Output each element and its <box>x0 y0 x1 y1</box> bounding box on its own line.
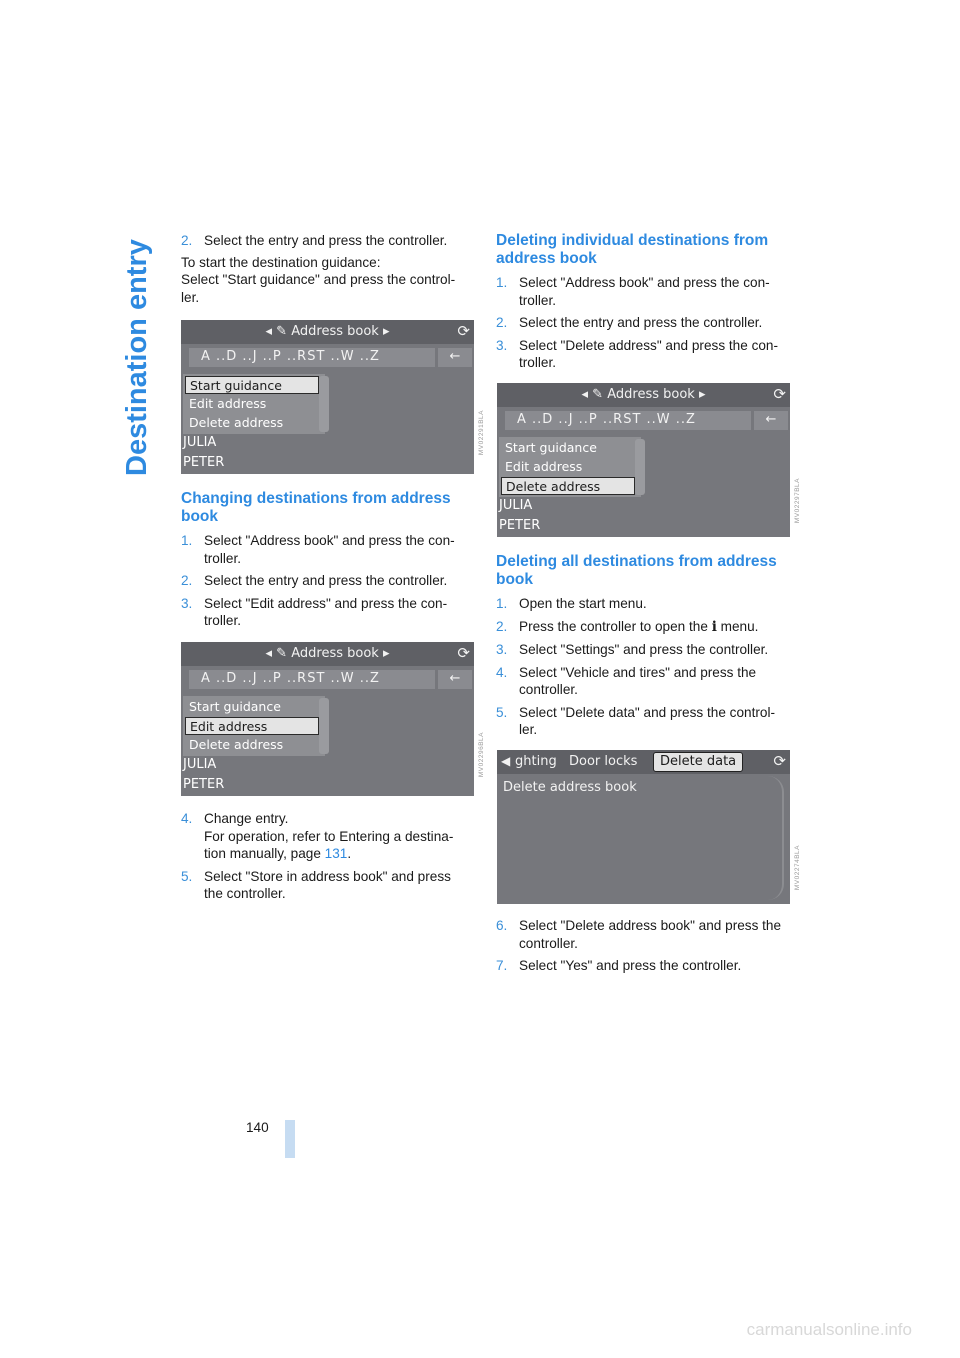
step-item <box>181 572 477 590</box>
step-text: Select "Address book" and press the con- <box>204 533 455 548</box>
menu-item-edit-address[interactable]: Edit address <box>185 717 319 735</box>
scrollbar[interactable] <box>319 376 329 432</box>
step-item <box>496 595 792 613</box>
controller-icon: ⟳ <box>773 385 786 403</box>
step-item <box>181 232 477 250</box>
step-text: Select the entry and press the controller. <box>204 233 448 248</box>
screen-title-text: Address book <box>607 387 695 402</box>
alphabet-bar[interactable] <box>505 411 751 430</box>
step-item <box>496 664 792 699</box>
step-text: troller. <box>204 550 242 566</box>
back-arrow-icon: ← <box>449 671 461 686</box>
section-title <box>96 232 156 476</box>
list-item[interactable]: JULIA <box>183 757 217 772</box>
address-book-icon: ✎ <box>276 646 288 661</box>
menu-item-edit-address[interactable]: Edit address <box>189 396 267 411</box>
step-item <box>496 704 792 739</box>
alphabet-bar[interactable] <box>189 670 435 689</box>
controller-icon: ⟳ <box>457 644 470 662</box>
step-number: 1. <box>181 533 193 548</box>
arrow-right-icon: ▸ <box>382 324 390 339</box>
back-arrow-icon: ← <box>765 412 777 427</box>
list-item[interactable]: PETER <box>499 518 541 533</box>
screen-topbar <box>181 320 474 344</box>
menu-item-start-guidance[interactable]: Start guidance <box>501 439 635 457</box>
menu-item-delete-address[interactable]: Delete address <box>189 415 284 430</box>
step-item <box>181 810 477 863</box>
scrollbar[interactable] <box>319 698 329 754</box>
step-text: Select the entry and press the controller. <box>204 573 448 588</box>
alphabet-text: A ..D ..J ..P ..RST ..W ..Z <box>201 671 380 686</box>
step-text: Select "Store in address book" and press <box>204 868 451 884</box>
paragraph: ler. <box>181 289 200 305</box>
step-number: 5. <box>496 704 508 720</box>
menu-item-delete-address[interactable]: Delete address <box>189 737 284 752</box>
image-code: MV02296BLA <box>478 732 485 778</box>
step-number: 5. <box>181 868 193 884</box>
step-text <box>204 845 477 863</box>
scroll-arc <box>768 776 784 900</box>
right-column <box>496 232 792 372</box>
step-item <box>496 641 792 659</box>
section-title-text: Destination entry <box>121 239 153 476</box>
step-text: the controller. <box>204 886 286 901</box>
controller-icon: ⟳ <box>457 322 470 340</box>
section-heading: book <box>181 508 219 525</box>
page-number: 140 <box>246 1120 269 1135</box>
step-item <box>181 595 477 630</box>
page-link[interactable]: 131 <box>324 846 348 861</box>
step-text <box>519 618 792 637</box>
step-number: 3. <box>496 337 508 353</box>
section-heading: book <box>496 571 534 588</box>
info-icon: i <box>711 618 717 635</box>
alphabet-text: A ..D ..J ..P ..RST ..W ..Z <box>201 349 380 364</box>
list-item[interactable]: PETER <box>183 455 225 470</box>
screen-address-book-3 <box>497 383 790 537</box>
step-text-part: . <box>347 846 352 861</box>
image-code: MV02274BLA <box>794 845 801 891</box>
step-text-part: menu. <box>720 618 759 634</box>
tab-lighting[interactable]: ghting <box>515 754 557 769</box>
menu-item-start-guidance[interactable]: Start guidance <box>185 376 319 394</box>
screen-title <box>181 646 474 661</box>
tab-door-locks[interactable]: Door locks <box>569 754 638 769</box>
watermark: carmanualsonline.info <box>746 1320 912 1339</box>
step-item <box>496 957 792 975</box>
scrollbar[interactable] <box>635 439 645 495</box>
back-button[interactable] <box>438 670 472 689</box>
controller-icon: ⟳ <box>773 752 786 770</box>
right-column-section <box>496 553 792 739</box>
screen-topbar <box>497 383 790 407</box>
step-item <box>496 314 792 332</box>
step-text: Select "Edit address" and press the con- <box>204 595 448 611</box>
screen-address-book-2 <box>181 642 474 796</box>
screen-address-book-1 <box>181 320 474 474</box>
arrow-right-icon: ▸ <box>382 646 390 661</box>
step-text: troller. <box>204 613 242 628</box>
step-text: Open the start menu. <box>519 596 647 611</box>
list-item[interactable]: JULIA <box>183 435 217 450</box>
paragraph: Select "Start guidance" and press the control- <box>181 272 456 287</box>
arrow-left-icon: ◂ <box>265 646 273 661</box>
arrow-left-icon: ◂ <box>265 324 273 339</box>
step-text: Select "Yes" and press the controller. <box>519 958 742 973</box>
step-item <box>181 868 477 903</box>
step-number: 4. <box>496 664 508 680</box>
list-item[interactable]: PETER <box>183 777 225 792</box>
step-text: Select "Address book" and press the con- <box>519 275 770 290</box>
step-text: controller. <box>519 682 578 697</box>
step-text: For operation, refer to Entering a destina- <box>204 828 454 844</box>
step-text: troller. <box>519 355 557 370</box>
step-number: 1. <box>496 596 508 611</box>
right-column-section <box>496 917 792 975</box>
paragraph: To start the destination guidance: <box>181 254 381 270</box>
step-text: Select "Vehicle and tires" and press the <box>519 664 757 680</box>
step-text: Select "Delete address book" and press the <box>519 918 782 933</box>
left-column-section <box>181 810 477 903</box>
menu-item-delete-address[interactable]: Delete address <box>501 477 635 495</box>
alphabet-bar[interactable] <box>189 348 435 367</box>
back-button[interactable] <box>438 348 472 367</box>
screen-title <box>497 387 790 402</box>
step-item <box>496 618 792 637</box>
list-item[interactable]: JULIA <box>499 498 533 513</box>
step-number: 7. <box>496 958 508 973</box>
screen-title <box>181 324 474 339</box>
section-heading: Changing destinations from address <box>181 490 451 507</box>
section-heading: Deleting all destinations from address <box>496 553 777 570</box>
screen-topbar <box>181 642 474 666</box>
step-item <box>496 274 792 309</box>
step-text: Select "Settings" and press the controller. <box>519 642 769 657</box>
left-column-section <box>181 490 477 630</box>
back-arrow-icon: ← <box>449 349 461 364</box>
image-code: MV02291BLA <box>478 410 485 456</box>
alphabet-text: A ..D ..J ..P ..RST ..W ..Z <box>517 412 696 427</box>
step-number: 2. <box>496 618 508 634</box>
screen-title-text: Address book <box>291 646 379 661</box>
menu-item-start-guidance[interactable]: Start guidance <box>185 698 319 716</box>
step-number: 3. <box>496 642 508 657</box>
step-text: Change entry. <box>204 811 289 826</box>
menu-item-edit-address[interactable]: Edit address <box>501 458 635 476</box>
step-item <box>496 917 792 952</box>
page-marker-bar <box>285 1120 295 1158</box>
back-button[interactable] <box>754 411 788 430</box>
step-number: 6. <box>496 918 508 933</box>
left-column <box>181 232 477 306</box>
step-text-part: tion manually, page <box>204 846 325 861</box>
step-text: Select "Delete data" and press the control- <box>519 704 775 720</box>
step-text: ler. <box>519 722 538 737</box>
step-number: 2. <box>181 573 193 588</box>
section-heading: address book <box>496 250 597 267</box>
step-text-part: Press the controller to open the <box>519 618 708 634</box>
step-text: troller. <box>519 292 557 308</box>
step-text: Select the entry and press the controller. <box>519 315 763 330</box>
section-heading: Deleting individual destinations from <box>496 232 769 249</box>
step-number: 2. <box>496 315 508 330</box>
screen-delete-data <box>497 750 790 904</box>
image-code: MV02297BLA <box>794 478 801 524</box>
arrow-left-icon: ◂ <box>581 387 589 402</box>
address-book-icon: ✎ <box>592 387 604 402</box>
arrow-left-icon: ◀ <box>501 754 511 768</box>
step-item <box>181 532 477 567</box>
address-book-icon: ✎ <box>276 324 288 339</box>
menu-item-delete-address-book[interactable]: Delete address book <box>503 780 637 795</box>
step-number: 1. <box>496 275 508 290</box>
step-number: 4. <box>181 811 193 826</box>
tab-delete-data[interactable]: Delete data <box>653 752 743 772</box>
screen-title-text: Address book <box>291 324 379 339</box>
arrow-right-icon: ▸ <box>698 387 706 402</box>
screen-topbar <box>497 750 790 774</box>
step-number: 3. <box>181 595 193 611</box>
step-number: 2. <box>181 233 193 248</box>
step-text: controller. <box>519 935 578 951</box>
step-item <box>496 337 792 372</box>
step-text: Select "Delete address" and press the con- <box>519 337 779 353</box>
